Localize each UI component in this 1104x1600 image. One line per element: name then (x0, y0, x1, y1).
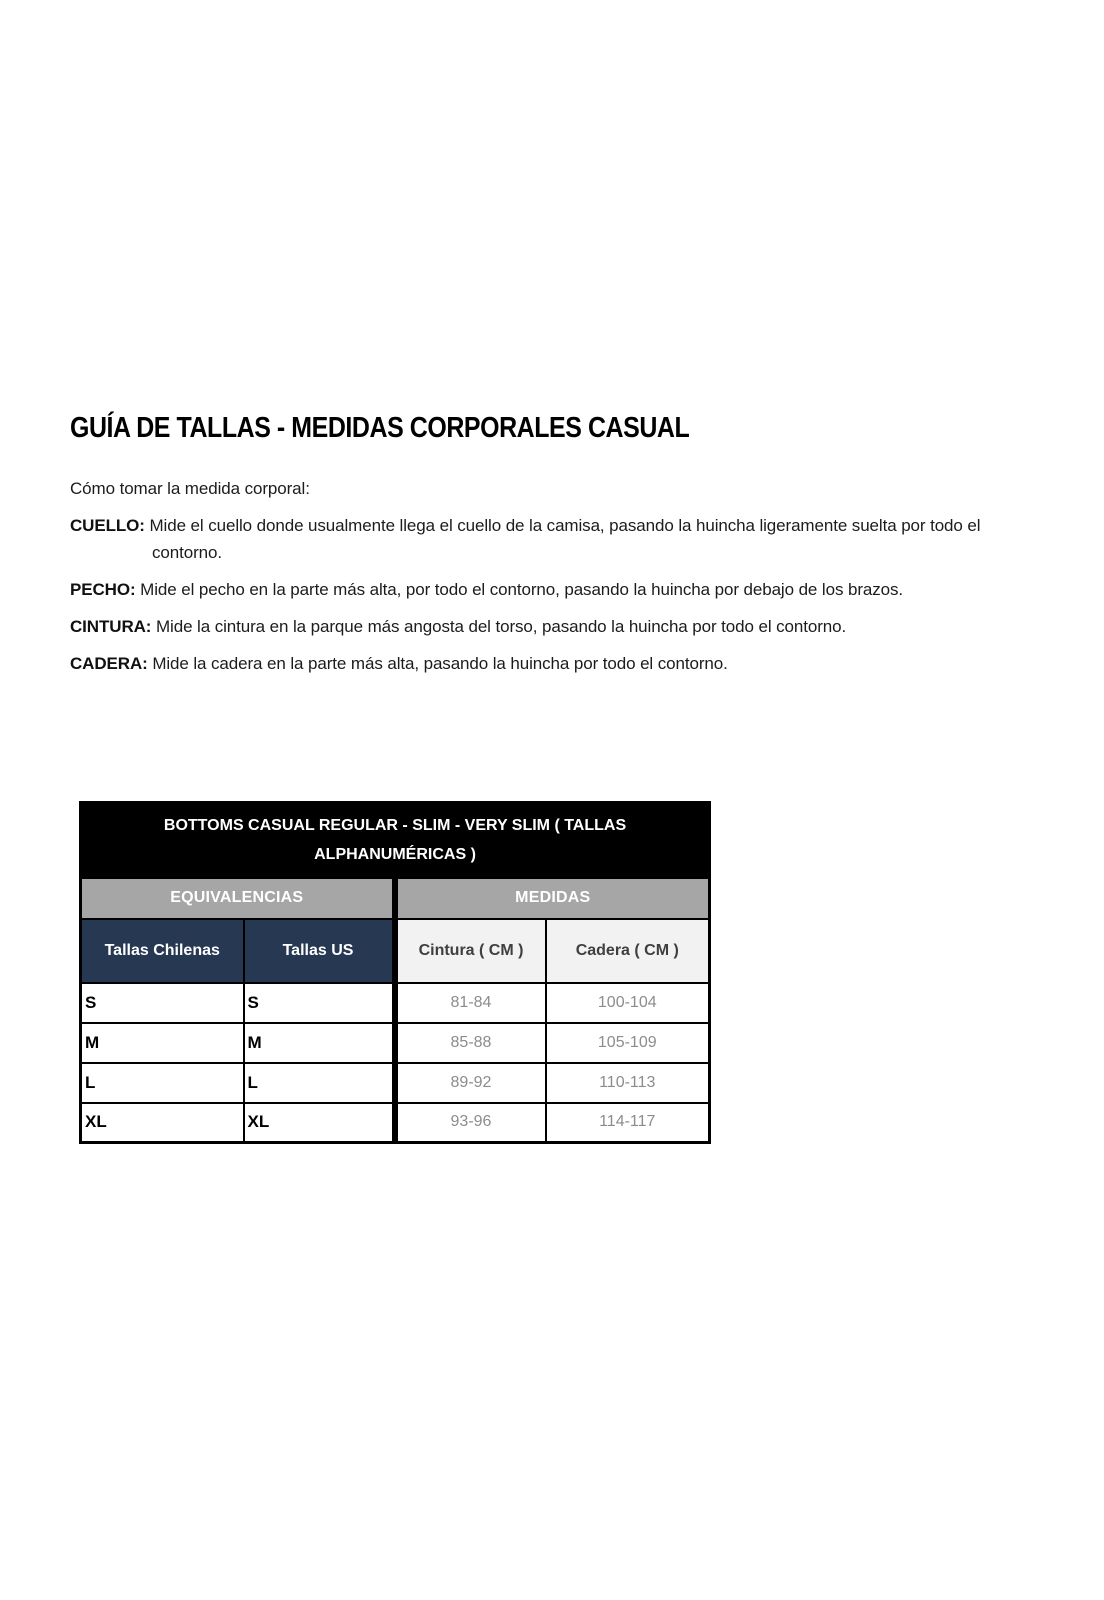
cell-cintura: 89-92 (395, 1063, 546, 1103)
col-header-tallas-us: Tallas US (244, 919, 395, 983)
cell-cadera: 114-117 (546, 1103, 710, 1143)
cell-cintura: 85-88 (395, 1023, 546, 1063)
group-medidas: MEDIDAS (395, 878, 710, 919)
instruction-cuello-label: CUELLO: (70, 516, 145, 535)
page-title: GUÍA DE TALLAS - MEDIDAS CORPORALES CASUAL (70, 412, 690, 444)
cell-talla-chilena: L (81, 1063, 244, 1103)
col-header-cintura: Cintura ( CM ) (395, 919, 546, 983)
cell-talla-chilena: M (81, 1023, 244, 1063)
instruction-pecho-label: PECHO: (70, 580, 136, 599)
table-row-l (81, 1063, 710, 1103)
instruction-cuello-text: Mide el cuello donde usualmente llega el cuello de la camisa, pasando la huincha ligeramente suelta por todo el contorno. (149, 516, 981, 562)
cell-talla-chilena: S (81, 983, 244, 1023)
table-row-s (81, 983, 710, 1023)
intro-text: Cómo tomar la medida corporal: (70, 479, 310, 498)
cell-cadera: 105-109 (546, 1023, 710, 1063)
instruction-cadera-label: CADERA: (70, 654, 148, 673)
cell-talla-us: M (244, 1023, 395, 1063)
table-row-m (81, 1023, 710, 1063)
cell-cadera: 110-113 (546, 1063, 710, 1103)
table-group-row (81, 878, 710, 919)
instruction-pecho (70, 576, 1030, 603)
instruction-cuello (70, 512, 1030, 566)
cell-talla-us: S (244, 983, 395, 1023)
group-equivalencias: EQUIVALENCIAS (81, 878, 395, 919)
table-header-row (81, 919, 710, 983)
cell-talla-chilena: XL (81, 1103, 244, 1143)
instruction-cadera (70, 650, 1030, 677)
table-title-row (81, 803, 710, 878)
instruction-pecho-text: Mide el pecho en la parte más alta, por todo el contorno, pasando la huincha por debajo de los brazos. (140, 580, 904, 599)
instruction-cadera-text: Mide la cadera en la parte más alta, pasando la huincha por todo el contorno. (152, 654, 728, 673)
col-header-cadera: Cadera ( CM ) (546, 919, 710, 983)
cell-talla-us: XL (244, 1103, 395, 1143)
instruction-cintura-label: CINTURA: (70, 617, 152, 636)
instruction-cintura-text: Mide la cintura en la parque más angosta del torso, pasando la huincha por todo el contorno. (155, 617, 847, 636)
instruction-cintura (70, 613, 1030, 640)
col-header-tallas-chilenas: Tallas Chilenas (81, 919, 244, 983)
cell-cadera: 100-104 (546, 983, 710, 1023)
cell-cintura: 81-84 (395, 983, 546, 1023)
table-row-xl (81, 1103, 710, 1143)
size-table (79, 801, 711, 1144)
cell-talla-us: L (244, 1063, 395, 1103)
table-title: BOTTOMS CASUAL REGULAR - SLIM - VERY SLIM ( TALLAS ALPHANUMÉRICAS ) (81, 803, 710, 878)
cell-cintura: 93-96 (395, 1103, 546, 1143)
